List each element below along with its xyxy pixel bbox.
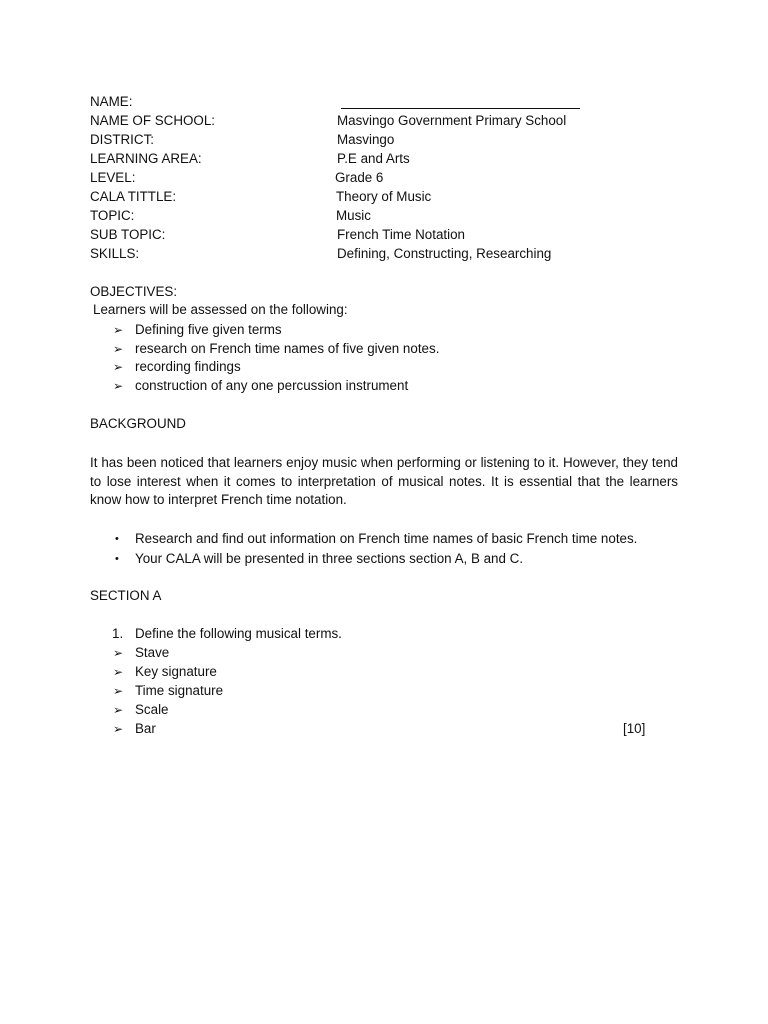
arrow-bullet-icon: ➢ [113,665,124,679]
topic-label: TOPIC: [90,208,135,223]
term-item: Bar [135,721,156,736]
term-item: Stave [135,645,170,660]
arrow-bullet-icon: ➢ [113,646,124,660]
sub-topic-value: French Time Notation [337,227,466,242]
question-text: Define the following musical terms. [135,626,342,641]
learning-area-label: LEARNING AREA: [90,151,202,166]
objectives-heading: OBJECTIVES: [90,284,178,299]
term-item: Scale [135,702,169,717]
learning-area-value: P.E and Arts [337,151,410,166]
objective-item: research on French time names of five given notes. [135,341,440,356]
skills-value: Defining, Constructing, Researching [337,246,552,261]
district-label: DISTRICT: [90,132,154,147]
term-item: Key signature [135,664,217,679]
arrow-bullet-icon: ➢ [113,703,124,717]
district-value: Masvingo [337,132,395,147]
arrow-bullet-icon: ➢ [113,360,124,374]
marks-total: [10] [623,721,646,736]
question-number: 1. [112,626,124,641]
topic-value: Music [336,208,371,223]
objectives-intro: Learners will be assessed on the following: [93,302,348,317]
background-heading: BACKGROUND [90,416,186,431]
objective-item: construction of any one percussion instrument [135,378,409,393]
level-label: LEVEL: [90,170,136,185]
arrow-bullet-icon: ➢ [113,323,124,337]
name-label: NAME: [90,94,133,109]
bullet-dot-icon: • [115,533,119,545]
arrow-bullet-icon: ➢ [113,722,124,736]
background-bullet-item: Research and find out information on French time names of basic French time notes. [135,531,638,546]
background-paragraph: It has been noticed that learners enjoy music when performing or listening to it. However, they tend to lose interest when it comes to interpretation of musical notes. It is essential that the learners know how to interpret French time notation. [90,455,678,508]
objective-item: recording findings [135,359,241,374]
background-bullet-item: Your CALA will be presented in three sections section A, B and C. [135,551,524,566]
school-label: NAME OF SCHOOL: [90,113,215,128]
arrow-bullet-icon: ➢ [113,342,124,356]
arrow-bullet-icon: ➢ [113,379,124,393]
sub-topic-label: SUB TOPIC: [90,227,166,242]
objective-item: Defining five given terms [135,322,282,337]
section-a-heading: SECTION A [90,588,162,603]
term-item: Time signature [135,683,224,698]
school-value: Masvingo Government Primary School [337,113,567,128]
arrow-bullet-icon: ➢ [113,684,124,698]
cala-title-value: Theory of Music [336,189,432,204]
level-value: Grade 6 [335,170,384,185]
name-blank-line [341,91,580,109]
skills-label: SKILLS: [90,246,140,261]
cala-title-label: CALA TITTLE: [90,189,177,204]
bullet-dot-icon: • [115,553,119,565]
